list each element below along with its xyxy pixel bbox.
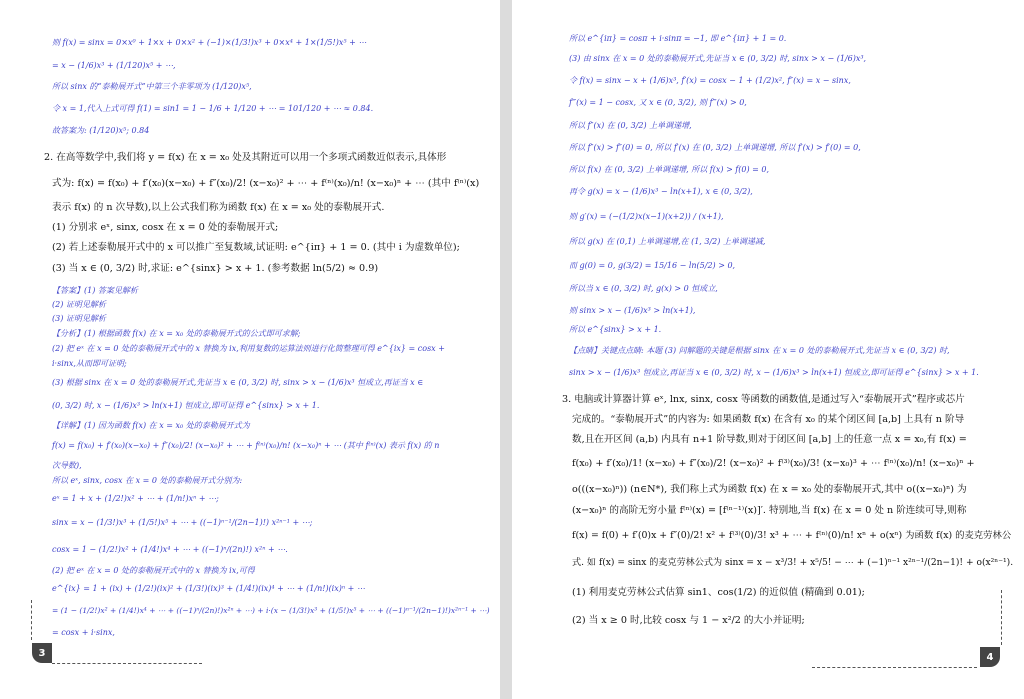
question-2-part: (3) 当 x ∈ (0, 3/2) 时,求证: e^{sinx} > x + 1. (参考数据 ln(5/2) ≈ 0.9) (52, 263, 379, 274)
solution-line: 所以 f″(x) > f″(0) = 0, 所以 f′(x) 在 (0, 3/2) 上单调递增, 所以 f′(x) > f′(0) = 0, (569, 143, 861, 152)
solution-line: sinx > x − (1/6)x³ 恒成立,再证当 x ∈ (0, 3/2) 时, x − (1/6)x³ > ln(x+1) 恒成立,即可证得 e^{sinx} > x + 1. (569, 368, 979, 377)
answer-label: 【答案】(1) 答案见解析 (52, 286, 138, 295)
solution-line: 所以 f(x) 在 (0, 3/2) 上单调递增, 所以 f(x) > f(0) = 0, (569, 165, 770, 174)
question-2-line: 2. 在高等数学中,我们将 y = f(x) 在 x = x₀ 处及其附近可以用一个多项式函数近似表示,具体形 (44, 152, 447, 163)
solution-line: 所以当 x ∈ (0, 3/2) 时, g(x) > 0 恒成立, (569, 284, 718, 293)
page-3 (0, 0, 500, 699)
question-3-line: f(x) = f(0) + f′(0)x + f″(0)/2! x² + f⁽³⁾(0)/3! x³ + ⋯ + f⁽ⁿ⁾(0)/n! xⁿ + o(xⁿ) 为函数 f(x) 的麦克劳林公 (572, 530, 1012, 541)
question-3-part: (1) 利用麦克劳林公式估算 sin1、cos(1/2) 的近似值 (精确到 0.01); (572, 587, 865, 598)
solution-line: (2) 把 eˣ 在 x = 0 处的泰勒展开式中的 x 替换为 ix,利用复数的运算法则进行化简整理可得 e^{ix} = cosx + (52, 344, 445, 353)
solution-line: (3) 根据 sinx 在 x = 0 处的泰勒展开式,先证当 x ∈ (0, 3/2) 时, sinx > x − (1/6)x³ 恒成立,再证当 x ∈ (52, 378, 424, 387)
page-border-dash (812, 667, 977, 668)
question-2-line: 表示 f(x) 的 n 次导数),以上公式我们称为函数 f(x) 在 x = x₀ 处的泰勒展开式. (52, 202, 385, 213)
solution-line: 令 f(x) = sinx − x + (1/6)x³, f′(x) = cosx − 1 + (1/2)x², f″(x) = x − sinx, (569, 76, 851, 85)
question-3-line: o(((x−x₀)ⁿ)) (n∈N*), 我们称上式为函数 f(x) 在 x = x₀ 处的泰勒展开式,其中 o((x−x₀)ⁿ) 为 (572, 484, 967, 495)
question-3-line: 数,且在开区间 (a,b) 内具有 n+1 阶导数,则对于闭区间 [a,b] 上的任意一点 x = x₀,有 f(x) = (572, 434, 967, 445)
solution-line: cosx = 1 − (1/2!)x² + (1/4!)x⁴ + ⋯ + ((−1)ⁿ/(2n)!) x²ⁿ + ⋯. (52, 545, 288, 554)
solution-line: 所以 e^{sinx} > x + 1. (569, 325, 662, 334)
solution-line: 令 x = 1,代入上式可得 f(1) = sin1 = 1 − 1/6 + 1/120 + ⋯ = 101/120 + ⋯ ≈ 0.84. (52, 104, 374, 113)
solution-line: 所以 g(x) 在 (0,1) 上单调递增,在 (1, 3/2) 上单调递减, (569, 237, 766, 246)
solution-line: 则 f(x) = sinx = 0×x⁰ + 1×x + 0×x² + (−1)×(1/3!)x³ + 0×x⁴ + 1×(1/5!)x⁵ + ⋯ (52, 38, 367, 47)
question-3-part: (2) 当 x ≥ 0 时,比较 cosx 与 1 − x²/2 的大小并证明; (572, 615, 805, 626)
solution-line: 所以 e^{iπ} = cosπ + i·sinπ = −1, 即 e^{iπ} + 1 = 0. (569, 34, 787, 43)
question-3-line: 式. 如 f(x) = sinx 的麦克劳林公式为 sinx = x − x³/3! + x⁵/5! − ⋯ + (−1)ⁿ⁻¹ x²ⁿ⁻¹/(2n−1)! + o(x²ⁿ⁻¹). (572, 558, 1014, 568)
page-number-badge: 3 (32, 643, 52, 663)
solution-line: 则 sinx > x − (1/6)x³ > ln(x+1), (569, 306, 696, 315)
solution-line: (0, 3/2) 时, x − (1/6)x³ > ln(x+1) 恒成立,即可证得 e^{sinx} > x + 1. (52, 401, 320, 410)
solution-line: 再令 g(x) = x − (1/6)x³ − ln(x+1), x ∈ (0, 3/2), (569, 187, 753, 196)
solution-line: f‴(x) = 1 − cosx, 又 x ∈ (0, 3/2), 则 f‴(x) > 0, (569, 98, 747, 107)
page-border-dash (1001, 590, 1002, 645)
question-2-part: (2) 若上述泰勒展开式中的 x 可以推广至复数域,试证明: e^{iπ} + 1 = 0. (其中 i 为虚数单位); (52, 242, 460, 253)
solution-line: e^{ix} = 1 + (ix) + (1/2!)(ix)² + (1/3!)(ix)³ + (1/4!)(ix)⁴ + ⋯ + (1/n!)(ix)ⁿ + ⋯ (52, 584, 365, 593)
solution-line: 故答案为: (1/120)x⁵; 0.84 (52, 126, 150, 135)
analysis-label: 【分析】(1) 根据函数 f(x) 在 x = x₀ 处的泰勒展开式的公式即可求解; (52, 329, 301, 338)
solution-line: 而 g(0) = 0, g(3/2) = 15/16 − ln(5/2) > 0, (569, 261, 736, 270)
page-border-dash (31, 600, 32, 640)
solution-line: (3) 证明见解析 (52, 314, 106, 323)
question-2-line: 式为: f(x) = f(x₀) + f′(x₀)(x−x₀) + f″(x₀)/2! (x−x₀)² + ⋯ + f⁽ⁿ⁾(x₀)/n! (x−x₀)ⁿ + ⋯ (其中 f⁽ⁿ⁾(x) (52, 178, 480, 189)
page-4 (512, 0, 1024, 699)
page-number-badge: 4 (980, 647, 1000, 667)
solution-line: f(x) = f(x₀) + f′(x₀)(x−x₀) + f″(x₀)/2! (x−x₀)² + ⋯ + f⁽ⁿ⁾(x₀)/n! (x−x₀)ⁿ + ⋯ (其中 f⁽ⁿ⁾(x) 表示 f(x) 的 n (52, 441, 440, 450)
detail-label: 【详解】(1) 因为函数 f(x) 在 x = x₀ 处的泰勒展开式为 (52, 421, 250, 430)
page-gutter (500, 0, 512, 699)
question-3-line: 完成的。“泰勒展开式”的内容为: 如果函数 f(x) 在含有 x₀ 的某个闭区间 [a,b] 上具有 n 阶导 (572, 414, 965, 425)
page-border-dash (52, 663, 202, 664)
key-point-label: 【点睛】关键点点睛: 本题 (3) 问解题的关键是根据 sinx 在 x = 0 处的泰勒展开式,先证当 x ∈ (0, 3/2) 时, (569, 346, 950, 355)
question-3-line: (x−x₀)ⁿ 的高阶无穷小量 f⁽ⁿ⁾(x) = [f⁽ⁿ⁻¹⁾(x)]′. 特别地,当 f(x) 在 x = 0 处 n 阶连续可导,则称 (572, 505, 967, 516)
question-3-line: 3. 电脑或计算器计算 eˣ, lnx, sinx, cosx 等函数的函数值,是通过写入“泰勒展开式”程序或芯片 (562, 394, 965, 405)
solution-line: sinx = x − (1/3!)x³ + (1/5!)x⁵ + ⋯ + ((−1)ⁿ⁻¹/(2n−1)!) x²ⁿ⁻¹ + ⋯; (52, 518, 313, 527)
solution-line: 所以 f″(x) 在 (0, 3/2) 上单调递增, (569, 121, 692, 130)
solution-line: = (1 − (1/2!)x² + (1/4!)x⁴ + ⋯ + ((−1)ⁿ/(2n)!)x²ⁿ + ⋯) + i·(x − (1/3!)x³ + (1/5!)x⁵ + ⋯ + ((−1)ⁿ⁻¹/(2n−1)!)x²ⁿ⁻¹ + ⋯) (52, 606, 490, 615)
solution-line: 所以 eˣ, sinx, cosx 在 x = 0 处的泰勒展开式分别为: (52, 476, 243, 485)
solution-line: = x − (1/6)x³ + (1/120)x⁵ + ⋯, (52, 61, 176, 70)
solution-line: (3) 由 sinx 在 x = 0 处的泰勒展开式,先证当 x ∈ (0, 3/2) 时, sinx > x − (1/6)x³, (569, 54, 867, 63)
solution-line: 次导数), (52, 461, 82, 470)
question-2-part: (1) 分别求 eˣ, sinx, cosx 在 x = 0 处的泰勒展开式; (52, 222, 279, 233)
solution-line: (2) 证明见解析 (52, 300, 106, 309)
solution-line: (2) 把 eˣ 在 x = 0 处的泰勒展开式中的 x 替换为 ix,可得 (52, 566, 255, 575)
solution-line: 则 g′(x) = (−(1/2)x(x−1)(x+2)) / (x+1), (569, 212, 724, 221)
solution-line: i·sinx,从而即可证明; (52, 359, 127, 368)
question-3-line: f(x₀) + f′(x₀)/1! (x−x₀) + f″(x₀)/2! (x−x₀)² + f⁽³⁾(x₀)/3! (x−x₀)³ + ⋯ f⁽ⁿ⁾(x₀)/n! (x−x₀)ⁿ + (572, 458, 975, 469)
solution-line: 所以 sinx 的“泰勒展开式”中第三个非零项为 (1/120)x⁵, (52, 82, 252, 91)
solution-line: = cosx + i·sinx, (52, 628, 115, 637)
solution-line: eˣ = 1 + x + (1/2!)x² + ⋯ + (1/n!)xⁿ + ⋯; (52, 494, 219, 503)
